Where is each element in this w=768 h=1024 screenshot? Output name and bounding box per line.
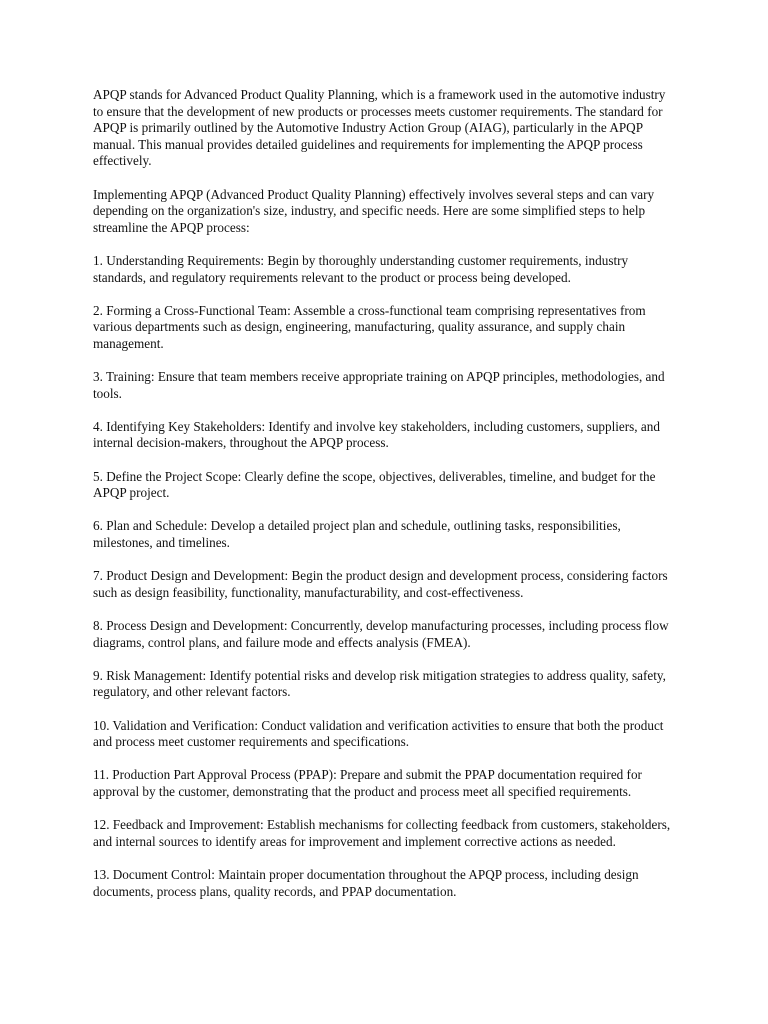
step-7: 7. Product Design and Development: Begin the product design and development process, considering factors such as design feasibility, functionality, manufacturability, and cost-effectiveness. [93, 568, 668, 600]
step-6: 6. Plan and Schedule: Develop a detailed project plan and schedule, outlining tasks, responsibilities, milestones, and timelines. [93, 518, 621, 551]
step-5: 5. Define the Project Scope: Clearly define the scope, objectives, deliverables, timeline, and budget for the APQP project. [93, 468, 656, 501]
step-13: 13. Document Control: Maintain proper documentation throughout the APQP process, including design documents, process plans, quality records, and PPAP documentation. [93, 866, 639, 899]
step-11: 11. Production Part Approval Process (PPAP): Prepare and submit the PPAP documentation required for approval by the customer, demonstrating that the product and process meet all specified requirements. [93, 767, 642, 799]
step-2: 2. Forming a Cross-Functional Team: Assemble a cross-functional team comprising representatives from various departments such as design, engineering, manufacturing, quality assurance, and supply chain management. [93, 302, 646, 351]
step-8: 8. Process Design and Development: Concurrently, develop manufacturing processes, including process flow diagrams, control plans, and failure mode and effects analysis (FMEA). [93, 618, 669, 650]
step-9: 9. Risk Management: Identify potential risks and develop risk mitigation strategies to address quality, safety, regulatory, and other relevant factors. [93, 667, 666, 700]
step-3: 3. Training: Ensure that team members receive appropriate training on APQP principles, methodologies, and tools. [93, 369, 665, 401]
step-10: 10. Validation and Verification: Conduct validation and verification activities to ensure that both the product and process meet customer requirements and specifications. [93, 717, 664, 750]
document-body [93, 87, 678, 917]
lead-paragraph: Implementing APQP (Advanced Product Quality Planning) effectively involves several steps and can vary depending on the organization's size, industry, and specific needs. Here are some simplified steps to help streamline the APQP process: [93, 186, 655, 235]
step-1: 1. Understanding Requirements: Begin by thoroughly understanding customer requirements, industry standards, and regulatory requirements relevant to the product or process being developed. [93, 252, 629, 285]
intro-paragraph: APQP stands for Advanced Product Quality Planning, which is a framework used in the automotive industry to ensure that the development of new products or processes meets customer requirements. The standard for APQP is primarily outlined by the Automotive Industry Action Group (AIAG), particularly in the APQP manual. This manual provides detailed guidelines and requirements for implementing the APQP process effectively. [93, 87, 666, 169]
step-4: 4. Identifying Key Stakeholders: Identify and involve key stakeholders, including customers, suppliers, and internal decision-makers, throughout the APQP process. [93, 418, 660, 451]
step-12: 12. Feedback and Improvement: Establish mechanisms for collecting feedback from customers, stakeholders, and internal sources to identify areas for improvement and implement corrective actions as needed. [93, 817, 671, 849]
